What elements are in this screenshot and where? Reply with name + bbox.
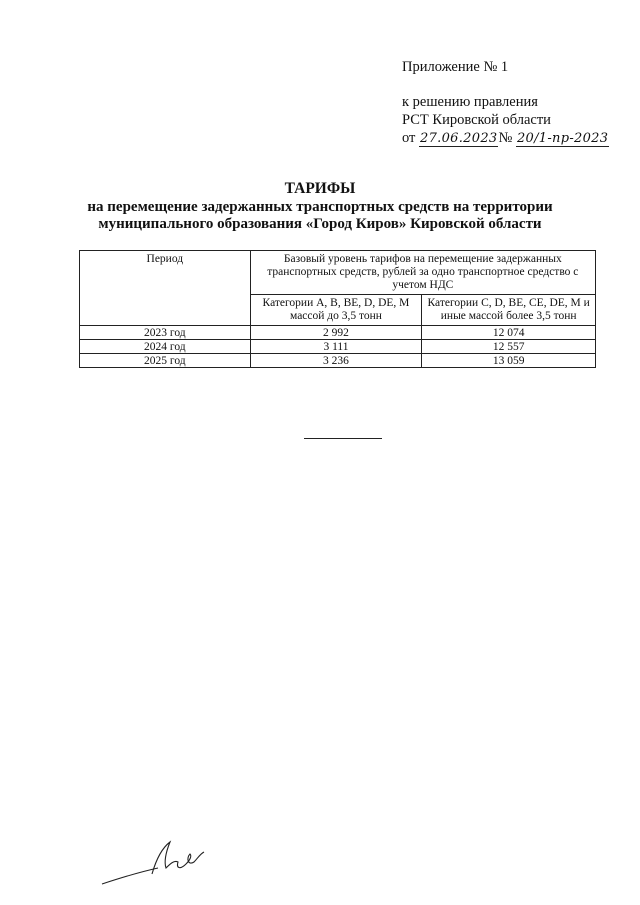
table-row — [80, 340, 596, 354]
row-period: 2024 год — [80, 340, 251, 354]
row-cat2-value: 13 059 — [422, 354, 596, 368]
row-cat2-value: 12 074 — [422, 326, 596, 340]
title-sub-line2: муниципального образования «Город Киров» Кировской области — [98, 216, 542, 232]
signature — [100, 838, 210, 888]
appendix-ref-line2: РСТ Кировской области — [402, 112, 551, 128]
header-base-level: Базовый уровень тарифов на перемещение задержанных транспортных средств, рублей за одно транспортное средство с учетом НДС — [250, 251, 595, 295]
title-main: ТАРИФЫ — [284, 180, 356, 197]
row-cat1-value: 2 992 — [250, 326, 422, 340]
closing-divider — [304, 438, 382, 439]
header-category-light: Категории A, B, BE, D, DE, M массой до 3,5 тонн — [250, 295, 422, 326]
header-period: Период — [80, 251, 251, 326]
row-period: 2025 год — [80, 354, 251, 368]
table-row — [80, 354, 596, 368]
from-label: от — [402, 130, 416, 146]
row-cat2-value: 12 557 — [422, 340, 596, 354]
number-label: № — [498, 130, 513, 146]
appendix-label: Приложение № 1 — [402, 59, 509, 75]
header-category-heavy: Категории C, D, BE, CE, DE, M и иные массой более 3,5 тонн — [422, 295, 596, 326]
handwritten-date: 27.06.2023 — [420, 131, 498, 146]
title-sub-line1: на перемещение задержанных транспортных средств на территории — [87, 199, 553, 215]
appendix-block — [402, 58, 609, 147]
row-period: 2023 год — [80, 326, 251, 340]
appendix-ref-line1: к решению правления — [402, 94, 538, 110]
table-header-row — [80, 251, 596, 295]
tariff-table — [79, 250, 596, 368]
row-cat1-value: 3 111 — [250, 340, 422, 354]
document-title — [0, 180, 640, 233]
appendix-date-line — [402, 129, 609, 147]
row-cat1-value: 3 236 — [250, 354, 422, 368]
handwritten-number: 20/1-пр-2023 — [516, 131, 609, 146]
table-row — [80, 326, 596, 340]
